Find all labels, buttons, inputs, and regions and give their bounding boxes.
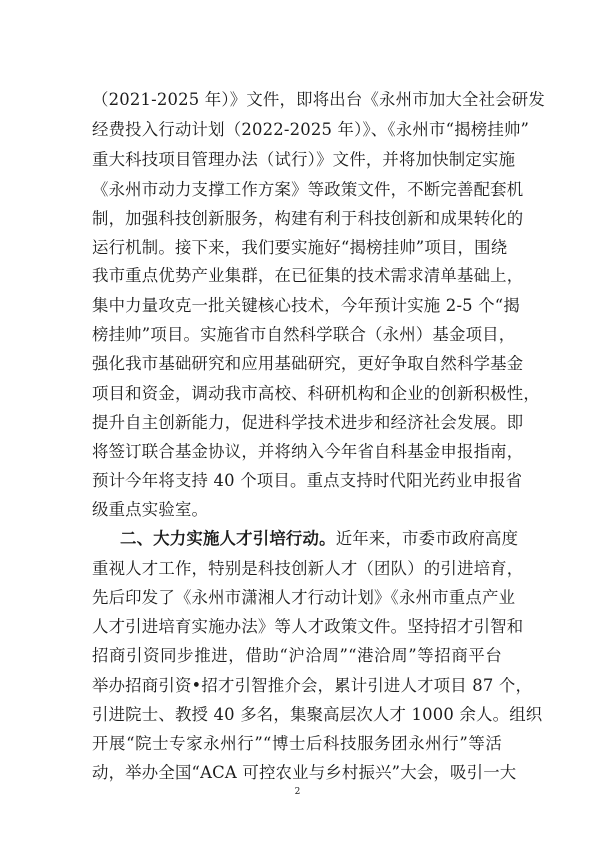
paragraph-line: 我市重点优势产业集群，在已征集的技术需求清单基础上， <box>92 266 524 285</box>
paragraph-line: 《永州市动力支撑工作方案》等政策文件，不断完善配套机 <box>92 180 524 199</box>
paragraph-line: 重视人才工作，特别是科技创新人才（团队）的引进培育， <box>92 559 524 578</box>
paragraph-line: 级重点实验室。 <box>92 500 209 519</box>
section-2-first-line <box>120 529 519 549</box>
paragraph-line: 榜挂帅”项目。实施省市自然科学联合（永州）基金项目， <box>92 325 516 344</box>
paragraph-line: 项目和资金，调动我市高校、科研机构和企业的创新积极性， <box>92 384 540 403</box>
paragraph-line: 经费投入行动计划（2022-2025 年）》、《永州市“揭榜挂帅” <box>92 120 530 139</box>
paragraph-line: 提升自主创新能力，促进科学技术进步和经济社会发展。即 <box>92 413 524 432</box>
page-number: 2 <box>294 787 301 797</box>
paragraph-line: 制，加强科技创新服务，构建有利于科技创新和成果转化的 <box>92 209 524 228</box>
paragraph-line: 动，举办全国“ACA 可控农业与乡村振兴”大会，吸引一大 <box>92 763 517 782</box>
paragraph-line: （2021-2025 年）》文件，即将出台《永州市加大全社会研发 <box>92 90 545 109</box>
section-2-heading: 二、大力实施人才引培行动。 <box>120 529 336 548</box>
paragraph-line: 重大科技项目管理办法（试行）》文件，并将加快制定实施 <box>92 150 516 169</box>
paragraph-line: 引进院士、教授 40 多名，集聚高层次人才 1000 余人。组织 <box>92 705 543 724</box>
paragraph-line: 举办招商引资•招才引智推介会，累计引进人才项目 87 个， <box>92 676 533 695</box>
paragraph-line: 开展“院士专家永州行”“博士后科技服务团永州行”等活 <box>92 734 502 753</box>
paragraph-line: 运行机制。接下来，我们要实施好“揭榜挂帅”项目，围绕 <box>92 238 508 257</box>
paragraph-line: 预计今年将支持 40 个项目。重点支持时代阳光药业申报省 <box>92 471 523 490</box>
paragraph-line: 招商引资同步推进，借助“沪洽周”“港洽周”等招商平台 <box>92 646 502 665</box>
paragraph-line: 先后印发了《永州市潇湘人才行动计划》《永州市重点产业 <box>92 588 516 607</box>
paragraph-line: 强化我市基础研究和应用基础研究，更好争取自然科学基金 <box>92 354 524 373</box>
section-2-first-line-text: 近年来，市委市政府高度 <box>335 529 519 548</box>
paragraph-line: 将签订联合基金协议，并将纳入今年省自科基金申报指南， <box>92 442 524 461</box>
paragraph-line: 人才引进培育实施办法》等人才政策文件。坚持招才引智和 <box>92 617 524 636</box>
paragraph-line: 集中力量攻克一批关键核心技术，今年预计实施 2-5 个“揭 <box>92 296 520 315</box>
